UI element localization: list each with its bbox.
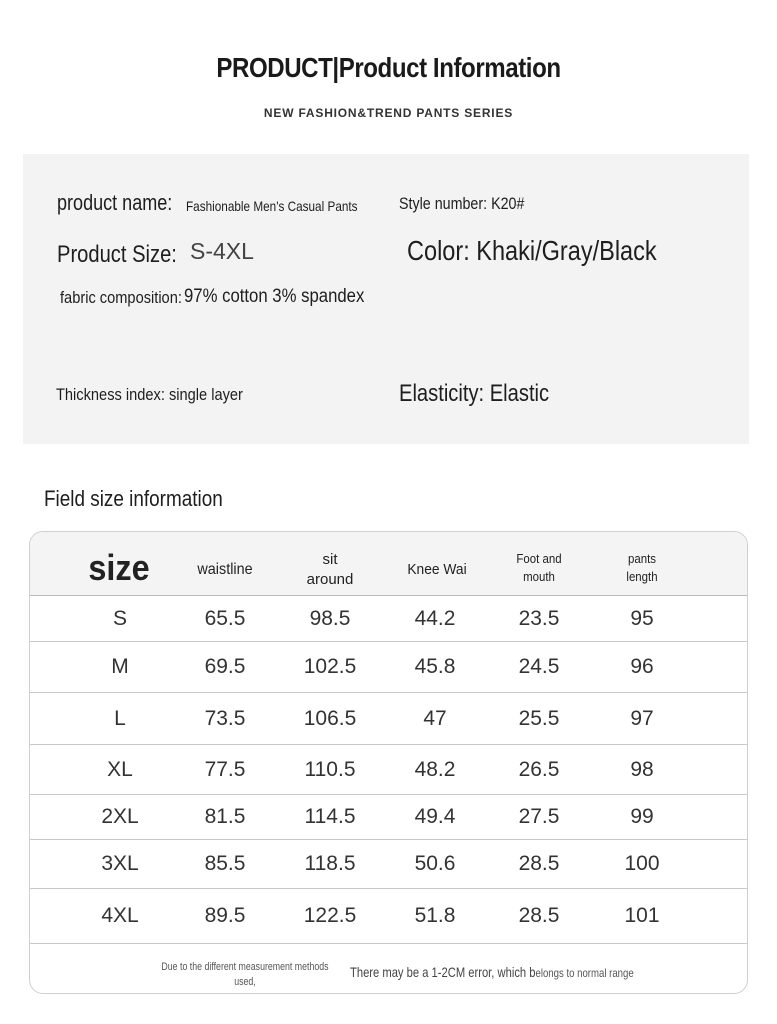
cell-waistline: 69.5 — [204, 655, 246, 678]
footnote-right — [350, 964, 634, 982]
cell-size: M — [111, 655, 129, 678]
cell-knee: 45.8 — [414, 655, 456, 678]
cell-pants-length: 97 — [630, 706, 654, 730]
product-name-value: Fashionable Men's Casual Pants — [186, 198, 358, 214]
cell-foot-mouth: 28.5 — [518, 852, 560, 875]
size-section-heading: Field size information — [44, 486, 223, 511]
cell-waistline: 73.5 — [204, 706, 246, 730]
footnote-left-line1: Due to the different measurement methods — [161, 961, 329, 973]
cell-sit-around: 106.5 — [303, 706, 357, 730]
col-header-foot-mouth — [493, 532, 585, 594]
col-header-sit-line1: sit — [322, 550, 338, 568]
col-header-sit-line2: around — [306, 571, 354, 588]
cell-foot-mouth: 28.5 — [518, 904, 560, 927]
product-info-panel — [23, 154, 749, 444]
cell-sit-around: 122.5 — [303, 904, 357, 927]
cell-size: 2XL — [101, 805, 139, 828]
cell-pants-length: 101 — [624, 904, 660, 927]
cell-pants-length: 100 — [624, 852, 660, 875]
footnote-left-line2: used, — [234, 976, 256, 988]
col-header-knee — [389, 532, 485, 594]
cell-knee: 49.4 — [414, 805, 456, 828]
cell-pants-length: 95 — [630, 606, 654, 630]
cell-sit-around: 102.5 — [303, 655, 357, 678]
cell-waistline: 81.5 — [204, 805, 246, 828]
col-header-foot-line1: Foot and — [516, 551, 562, 567]
cell-waistline: 85.5 — [204, 852, 246, 875]
cell-waistline: 89.5 — [204, 904, 246, 927]
cell-foot-mouth: 24.5 — [518, 655, 560, 678]
col-header-size — [39, 532, 199, 594]
table-row — [30, 693, 747, 745]
col-header-foot-line2: mouth — [523, 569, 555, 584]
cell-knee: 51.8 — [414, 904, 456, 927]
cell-sit-around: 110.5 — [304, 757, 356, 781]
cell-foot-mouth: 23.5 — [518, 606, 560, 630]
fabric-composition-value: 97% cotton 3% spandex — [184, 286, 365, 307]
table-row — [30, 840, 747, 889]
cell-waistline: 77.5 — [204, 757, 246, 781]
product-name-label: product name: — [57, 190, 173, 215]
product-color: Color: Khaki/Gray/Black — [407, 235, 657, 266]
page-subtitle: NEW FASHION&TREND PANTS SERIES — [263, 106, 514, 120]
cell-size: 3XL — [101, 852, 139, 875]
cell-size: L — [114, 706, 126, 730]
size-table — [29, 531, 748, 994]
table-row — [30, 889, 747, 944]
table-row — [30, 596, 747, 642]
cell-pants-length: 96 — [630, 655, 654, 678]
cell-foot-mouth: 26.5 — [518, 757, 560, 781]
cell-knee: 47 — [423, 706, 447, 730]
cell-knee: 48.2 — [414, 757, 456, 781]
elasticity: Elasticity: Elastic — [399, 380, 550, 407]
cell-size: S — [112, 606, 127, 630]
table-row — [30, 795, 747, 840]
page-title: PRODUCT|Product Information — [216, 52, 561, 83]
col-header-pants-length — [596, 532, 688, 594]
col-header-waistline-text: waistline — [197, 561, 253, 579]
footnote-right-part-a: There may be a 1-2CM error, which b — [350, 964, 536, 980]
cell-size: XL — [107, 757, 133, 781]
col-header-pants-line2: length — [626, 569, 658, 584]
table-row — [30, 642, 747, 693]
cell-sit-around: 98.5 — [309, 606, 351, 630]
cell-size: 4XL — [101, 904, 139, 927]
cell-foot-mouth: 25.5 — [518, 706, 560, 730]
fabric-composition-label: fabric composition: — [60, 288, 182, 307]
col-header-size-text: size — [88, 546, 150, 588]
cell-knee: 44.2 — [414, 606, 456, 630]
product-size-value: S-4XL — [190, 238, 254, 264]
cell-foot-mouth: 27.5 — [518, 805, 560, 828]
cell-sit-around: 118.5 — [304, 852, 356, 875]
table-row — [30, 745, 747, 795]
cell-pants-length: 99 — [630, 805, 654, 828]
footnote-left — [161, 960, 329, 990]
footnote-right-part-b: elongs to normal range — [535, 966, 634, 980]
table-header — [30, 532, 747, 596]
thickness-index: Thickness index: single layer — [56, 385, 243, 404]
cell-knee: 50.6 — [414, 852, 456, 875]
cell-waistline: 65.5 — [204, 606, 246, 630]
style-number: Style number: K20# — [399, 194, 525, 213]
col-header-pants-line1: pants — [628, 551, 656, 567]
cell-pants-length: 98 — [630, 757, 654, 781]
table-footnote — [30, 944, 747, 994]
product-size-label: Product Size: — [57, 241, 177, 268]
col-header-sit-around — [278, 532, 382, 594]
col-header-knee-text: Knee Wai — [407, 560, 467, 578]
cell-sit-around: 114.5 — [304, 805, 356, 828]
col-header-waistline — [178, 532, 272, 594]
